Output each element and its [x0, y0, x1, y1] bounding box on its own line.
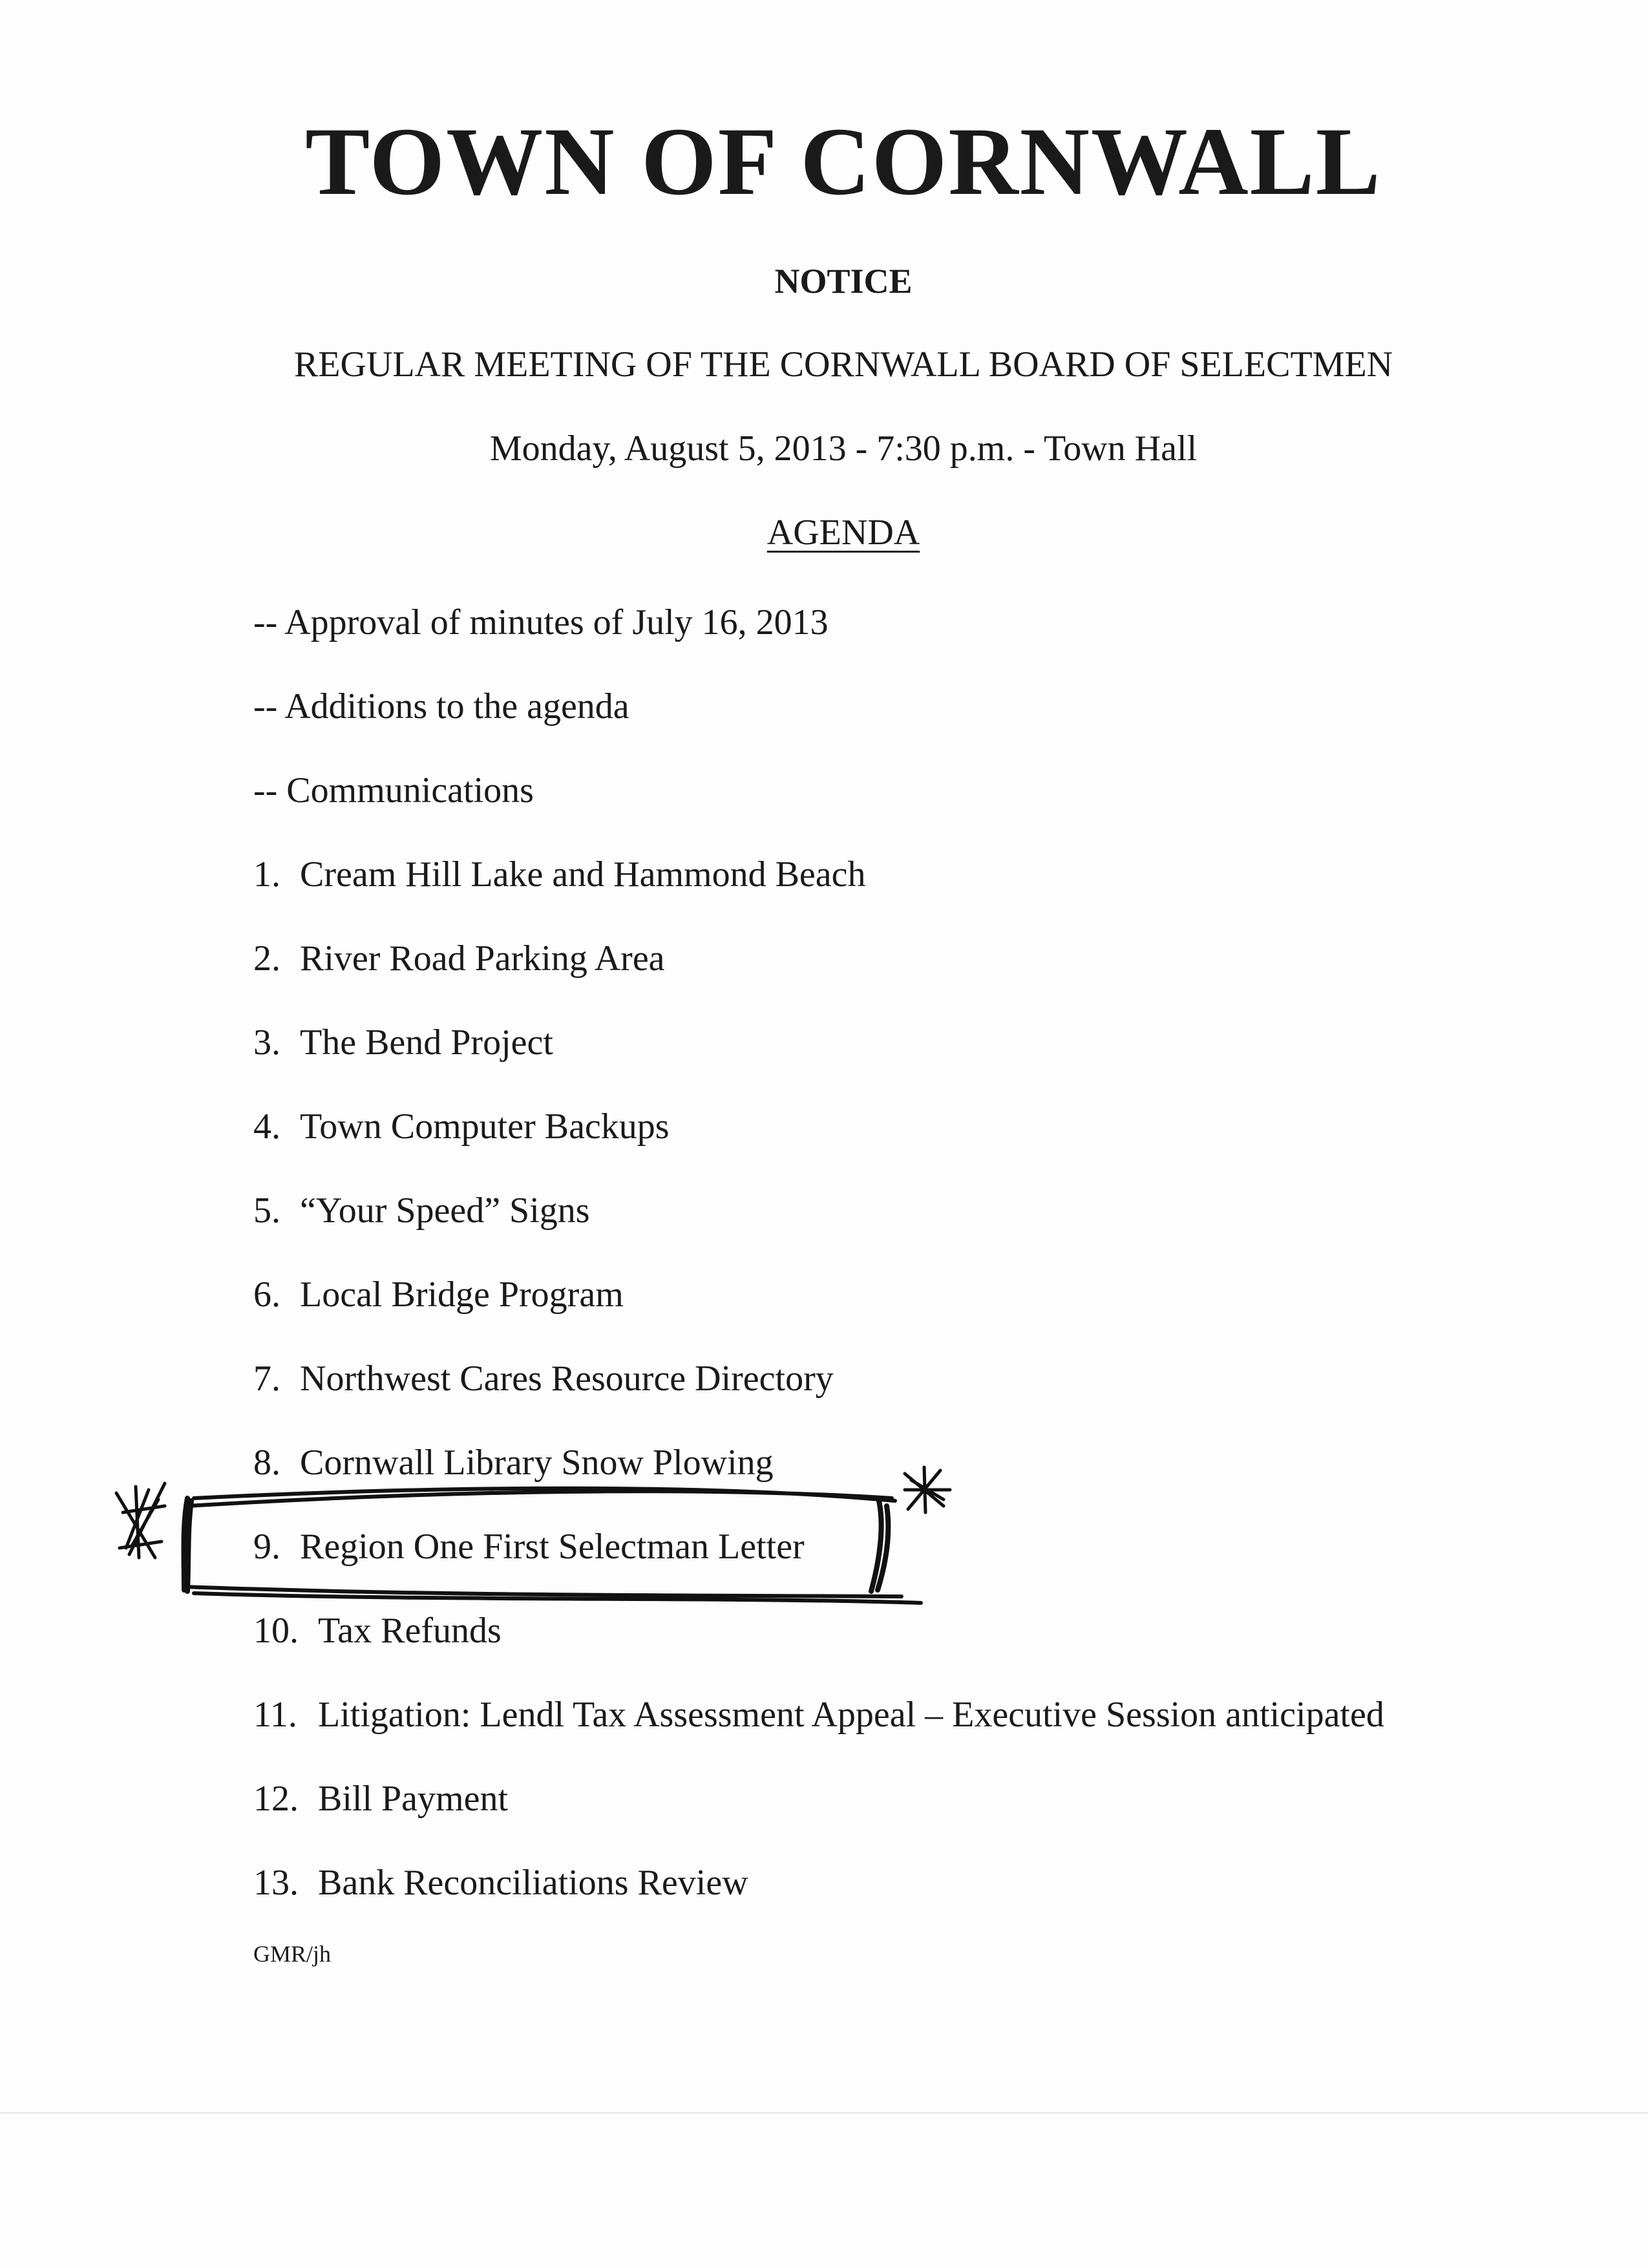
notice-heading: NOTICE	[774, 262, 913, 301]
agenda-item-text: Northwest Cares Resource Directory	[300, 1359, 834, 1399]
agenda-item-number: 12.	[253, 1779, 299, 1819]
agenda-item-number: 1.	[253, 854, 280, 895]
page-bottom-edge	[0, 2112, 1648, 2114]
agenda-item	[253, 1024, 553, 1061]
agenda-item	[253, 1192, 590, 1229]
agenda-item-circled	[253, 1529, 805, 1565]
agenda-item-number: 11.	[253, 1695, 297, 1735]
typist-initials: GMR/jh	[253, 1941, 332, 1967]
agenda-item	[253, 1108, 670, 1145]
agenda-item-text: Cream Hill Lake and Hammond Beach	[300, 854, 866, 895]
document-title: TOWN OF CORNWALL	[305, 108, 1382, 215]
agenda-item-text: Tax Refunds	[318, 1611, 502, 1651]
agenda-item	[253, 856, 866, 893]
agenda-item	[253, 1781, 508, 1817]
agenda-item-number: 5.	[253, 1191, 280, 1231]
agenda-item-number: 7.	[253, 1359, 280, 1399]
agenda-item-number: 8.	[253, 1443, 280, 1483]
circle-mark	[187, 1489, 895, 1506]
agenda-item	[253, 1613, 502, 1649]
agenda-item-text: Local Bridge Program	[300, 1275, 624, 1315]
meeting-heading: REGULAR MEETING OF THE CORNWALL BOARD OF SELECTMEN	[293, 344, 1393, 385]
agenda-item-text: Litigation: Lendl Tax Assessment Appeal – Executive Session anticipated	[318, 1695, 1384, 1735]
agenda-item-number: 3.	[253, 1023, 280, 1063]
agenda-item-number: 4.	[253, 1107, 280, 1147]
meeting-datetime: Monday, August 5, 2013 - 7:30 p.m. - Town Hall	[489, 429, 1198, 469]
circle-mark	[184, 1498, 191, 1591]
agenda-preliminary-item: -- Approval of minutes of July 16, 2013	[253, 602, 829, 642]
agenda-preliminary-item: -- Communications	[253, 770, 534, 811]
agenda-item-number: 10.	[253, 1611, 299, 1651]
circle-mark	[184, 1587, 921, 1603]
agenda-item	[253, 1865, 748, 1901]
agenda-heading: AGENDA	[766, 513, 920, 553]
circle-mark	[871, 1501, 888, 1591]
agenda-item-number: 13.	[253, 1863, 299, 1903]
agenda-item	[253, 1361, 834, 1397]
agenda-item	[253, 1277, 624, 1313]
agenda-item-number: 2.	[253, 938, 280, 979]
agenda-item-text: Town Computer Backups	[300, 1107, 670, 1147]
agenda-item-text: Cornwall Library Snow Plowing	[300, 1443, 774, 1483]
agenda-item-text: Region One First Selectman Letter	[300, 1527, 805, 1567]
agenda-item-text: “Your Speed” Signs	[300, 1191, 590, 1231]
agenda-item-text: Bill Payment	[318, 1779, 508, 1819]
agenda-item	[253, 1445, 774, 1481]
star-mark-right	[905, 1467, 950, 1512]
agenda-item-text: The Bend Project	[300, 1023, 553, 1063]
agenda-item-number: 6.	[253, 1275, 280, 1315]
agenda-item-number: 9.	[253, 1527, 280, 1567]
agenda-item-text: River Road Parking Area	[300, 938, 665, 979]
agenda-item	[253, 1697, 1384, 1733]
star-mark-left	[116, 1483, 165, 1558]
agenda-item	[253, 940, 665, 977]
agenda-item-text: Bank Reconciliations Review	[318, 1863, 748, 1903]
agenda-preliminary-item: -- Additions to the agenda	[253, 686, 629, 726]
